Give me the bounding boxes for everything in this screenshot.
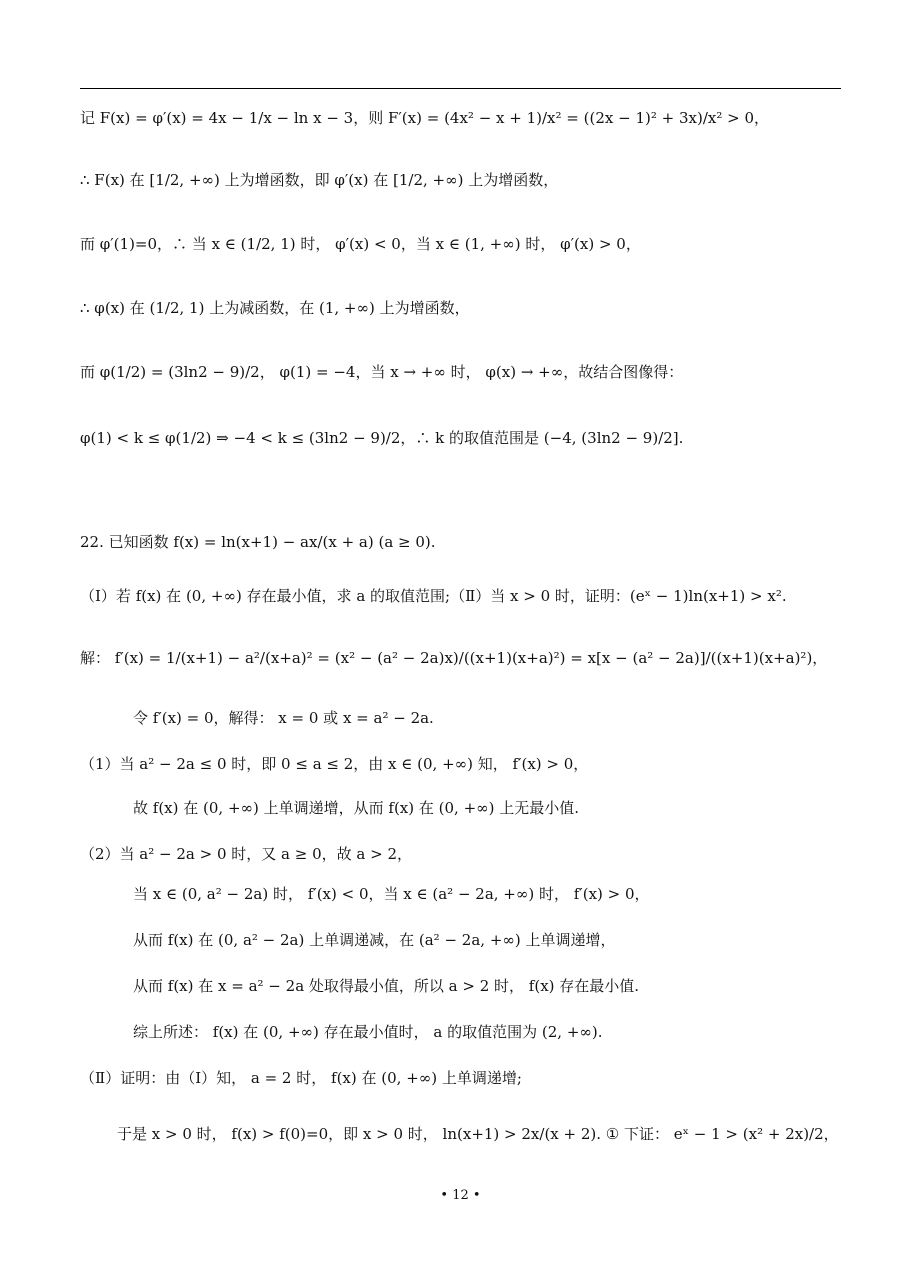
case-2-minimum: 从而 f(x) 在 x = a² − 2a 处取得最小值，所以 a > 2 时， f(x) 存在最小值. — [133, 977, 640, 995]
text-line-5: 而 φ(1/2) = (3ln2 − 9)/2， φ(1) = −4，当 x → +∞ 时， φ(x) → +∞，故结合图像得： — [80, 363, 684, 381]
summary-line: 综上所述： f(x) 在 (0, +∞) 存在最小值时， a 的取值范围为 (2, +∞). — [133, 1023, 603, 1041]
problem-22-statement: 22. 已知函数 f(x) = ln(x+1) − ax/(x + a) (a ≥ 0). — [80, 533, 436, 551]
case-2-sign: 当 x ∈ (0, a² − 2a) 时， f′(x) < 0，当 x ∈ (a² − 2a, +∞) 时， f′(x) > 0， — [133, 885, 650, 903]
case-2-condition: （2）当 a² − 2a > 0 时，又 a ≥ 0，故 a > 2， — [80, 845, 412, 863]
text-line-6: φ(1) < k ≤ φ(1/2) ⇒ −4 < k ≤ (3ln2 − 9)/2，∴ k 的取值范围是 (−4, (3ln2 − 9)/2]. — [80, 429, 684, 447]
case-1-condition: （1）当 a² − 2a ≤ 0 时，即 0 ≤ a ≤ 2，由 x ∈ (0, +∞) 知， f′(x) > 0， — [80, 755, 589, 773]
solution-roots: 令 f′(x) = 0，解得： x = 0 或 x = a² − 2a. — [133, 709, 434, 727]
header-rule — [80, 88, 841, 89]
part-2-proof-start: （Ⅱ）证明：由（Ⅰ）知， a = 2 时， f(x) 在 (0, +∞) 上单调递增; — [80, 1069, 522, 1087]
part-2-proof-inequality: 于是 x > 0 时， f(x) > f(0)=0，即 x > 0 时， ln(x+1) > 2x/(x + 2). ① 下证： eˣ − 1 > (x² + 2x)/2， — [117, 1125, 839, 1143]
solution-derivative: 解： f′(x) = 1/(x+1) − a²/(x+a)² = (x² − (a² − 2a)x)/((x+1)(x+a)²) = x[x − (a² − 2a)]/((x+1)(x+a)²)， — [80, 649, 828, 667]
text-line-4: ∴ φ(x) 在 (1/2, 1) 上为减函数，在 (1, +∞) 上为增函数， — [80, 299, 470, 317]
text-line-3: 而 φ′(1)=0，∴ 当 x ∈ (1/2, 1) 时， φ′(x) < 0，当 x ∈ (1, +∞) 时， φ′(x) > 0， — [80, 235, 641, 253]
problem-22-parts: （Ⅰ）若 f(x) 在 (0, +∞) 存在最小值，求 a 的取值范围;（Ⅱ）当 x > 0 时，证明：(eˣ − 1)ln(x+1) > x². — [80, 587, 787, 605]
text-line-1: 记 F(x) = φ′(x) = 4x − 1/x − ln x − 3，则 F′(x) = (4x² − x + 1)/x² = ((2x − 1)² + 3x)/x² > 0， — [80, 109, 769, 127]
page-number: • 12 • — [440, 1188, 481, 1203]
text-line-2: ∴ F(x) 在 [1/2, +∞) 上为增函数，即 φ′(x) 在 [1/2, +∞) 上为增函数， — [80, 171, 559, 189]
case-1-conclusion: 故 f(x) 在 (0, +∞) 上单调递增，从而 f(x) 在 (0, +∞) 上无最小值. — [133, 799, 580, 817]
case-2-monotonic: 从而 f(x) 在 (0, a² − 2a) 上单调递减，在 (a² − 2a, +∞) 上单调递增， — [133, 931, 616, 949]
